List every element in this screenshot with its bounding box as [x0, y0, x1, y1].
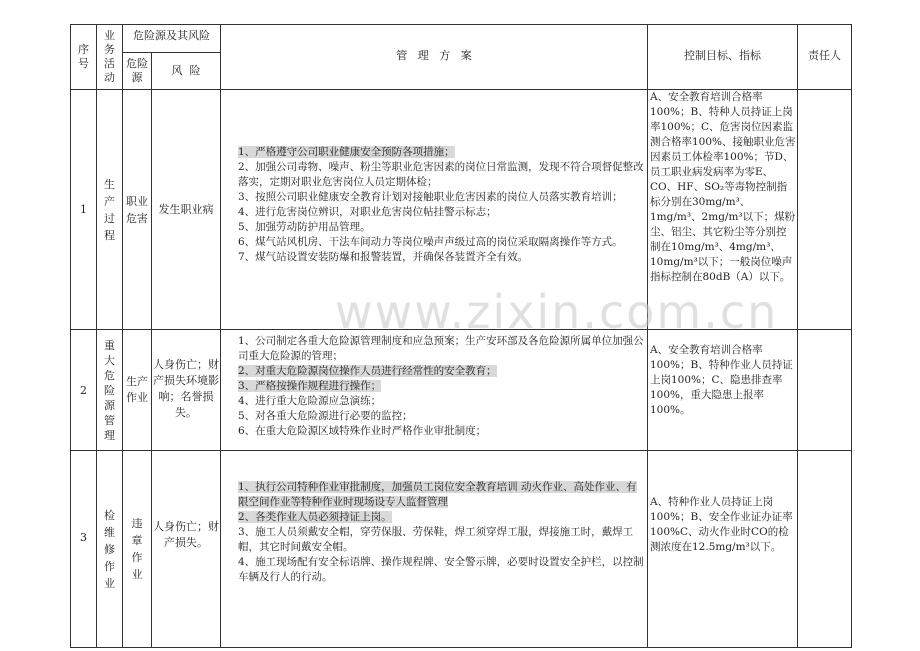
header-activity: 业务活动	[104, 29, 115, 84]
table-border-left	[70, 24, 71, 648]
table-border-right	[851, 24, 852, 648]
row2-target: A、安全教育培训合格率100%；B、特种作业人员持证上岗100%；C、隐患排查率100%，重大隐患上报率100%。	[650, 344, 793, 416]
plan-item: 3、施工人员须戴安全帽，穿劳保服、劳保鞋，焊工须穿焊工服，焊接施工时，戴焊工帽，其它时间戴安全帽。	[238, 526, 634, 553]
plan-item: 3、按照公司职业健康安全教育计划对接触职业危害因素的岗位人员落实教育培训；	[238, 191, 623, 203]
row2-bottom-line	[70, 450, 852, 451]
plan-item: 5、对各重大危险源进行必要的监控；	[238, 410, 413, 422]
row3-seq: 3	[80, 531, 87, 544]
header-plan: 管 理 方 案	[396, 49, 472, 62]
header-owner: 责任人	[808, 49, 841, 62]
plan-item: 7、煤气站设置安装防爆和报警装置，并确保各装置齐全有效。	[238, 251, 529, 263]
row2-risk: 人身伤亡；财产损失环境影响；名誉损失。	[153, 358, 219, 419]
watermark: www.zixin.com.cn	[335, 285, 779, 339]
plan-item: 6、煤气站风机房、干法车间动力等岗位噪声声级过高的岗位采取隔离操作等方式。	[238, 236, 623, 248]
header-risk: 风 险	[171, 64, 201, 77]
row1-target: A、安全教育培训合格率100%；B、特种人员持证上岗率100%；C、危害岗位因素监测合格率100%、接触职业危害因素员工体检率100%；节D、员工职业病发病率为零E、CO、HF、SO₂等毒物控制指标分别在30mg/m³、1mg/m³、2mg/m³以下；煤粉尘、铝尘、其它粉尘等分别控制在10mg/m³、4mg/m³、10mg/m³以下；一般岗位噪声指标控制在80dB（A）以下。	[650, 91, 796, 283]
row3-plan	[224, 480, 644, 585]
row1-activity: 生产过程	[104, 177, 115, 242]
plan-item: 5、加强劳动防护用品管理。	[238, 221, 371, 233]
row1-plan	[224, 145, 644, 265]
col-risk-divider	[220, 24, 221, 648]
row3-hazard: 违章作业	[131, 517, 143, 581]
row1-risk: 发生职业病	[158, 203, 214, 216]
row3-risk: 人身伤亡；财产损失。	[153, 520, 219, 549]
row2-plan	[224, 334, 644, 439]
header-target: 控制目标、指标	[684, 49, 761, 62]
header-hazard: 危险源	[126, 57, 148, 84]
plan-item: 2、对重大危险源岗位操作人员进行经常性的安全教育；	[238, 365, 497, 377]
plan-item: 1、执行公司特种作业审批制度，加强员工岗位安全教育培训 动火作业、高处作业、有限空间作业等特种作业时现场设专人监督管理	[238, 481, 637, 508]
row2-hazard: 生产作业	[126, 375, 148, 404]
plan-item: 4、进行重大危险源应急演练；	[238, 395, 382, 407]
plan-item: 6、在重大危险源区域特殊作业时严格作业审批制度；	[238, 425, 487, 437]
row1-hazard: 职业危害	[126, 194, 148, 225]
table-border-bottom	[70, 647, 852, 648]
plan-item: 1、严格遵守公司职业健康安全预防各项措施；	[238, 146, 455, 158]
row2-activity: 重大危险源管理	[104, 338, 115, 442]
row2-seq: 2	[80, 384, 87, 397]
col-hazard-divider	[151, 52, 152, 648]
plan-item: 2、加强公司毒物、噪声、粉尘等职业危害因素的岗位日常监测，发现不符合项督促整改落实，定期对职业危害岗位人员定期体检；	[238, 161, 644, 188]
header-hazard-group: 危险源及其风险	[133, 29, 210, 42]
row3-activity: 检维修作业	[104, 508, 115, 590]
header-seq: 序号	[78, 43, 89, 70]
plan-item: 3、严格按操作规程进行操作；	[238, 380, 382, 392]
col-target-divider	[797, 24, 798, 648]
plan-item: 2、各类作业人员必须持证上岗。	[238, 511, 392, 523]
plan-item: 4、进行危害岗位辨识，对职业危害岗位帖挂警示标志；	[238, 206, 497, 218]
plan-item: 1、公司制定各重大危险源管理制度和应急预案；生产安环部及各危险源所属单位加强公司重大危险源的管理；	[238, 335, 644, 362]
row1-seq: 1	[80, 203, 87, 216]
row3-target: A、特种作业人员持证上岗100%；B、安全作业证办证率100%C、动火作业时CO的检测浓度在12.5mg/m³以下。	[650, 496, 793, 553]
plan-item: 4、施工现场配有安全标语牌、操作规程牌、安全警示牌，必要时设置安全护栏，以控制车辆及行人的行动。	[238, 556, 644, 583]
table-border-top	[70, 24, 852, 25]
